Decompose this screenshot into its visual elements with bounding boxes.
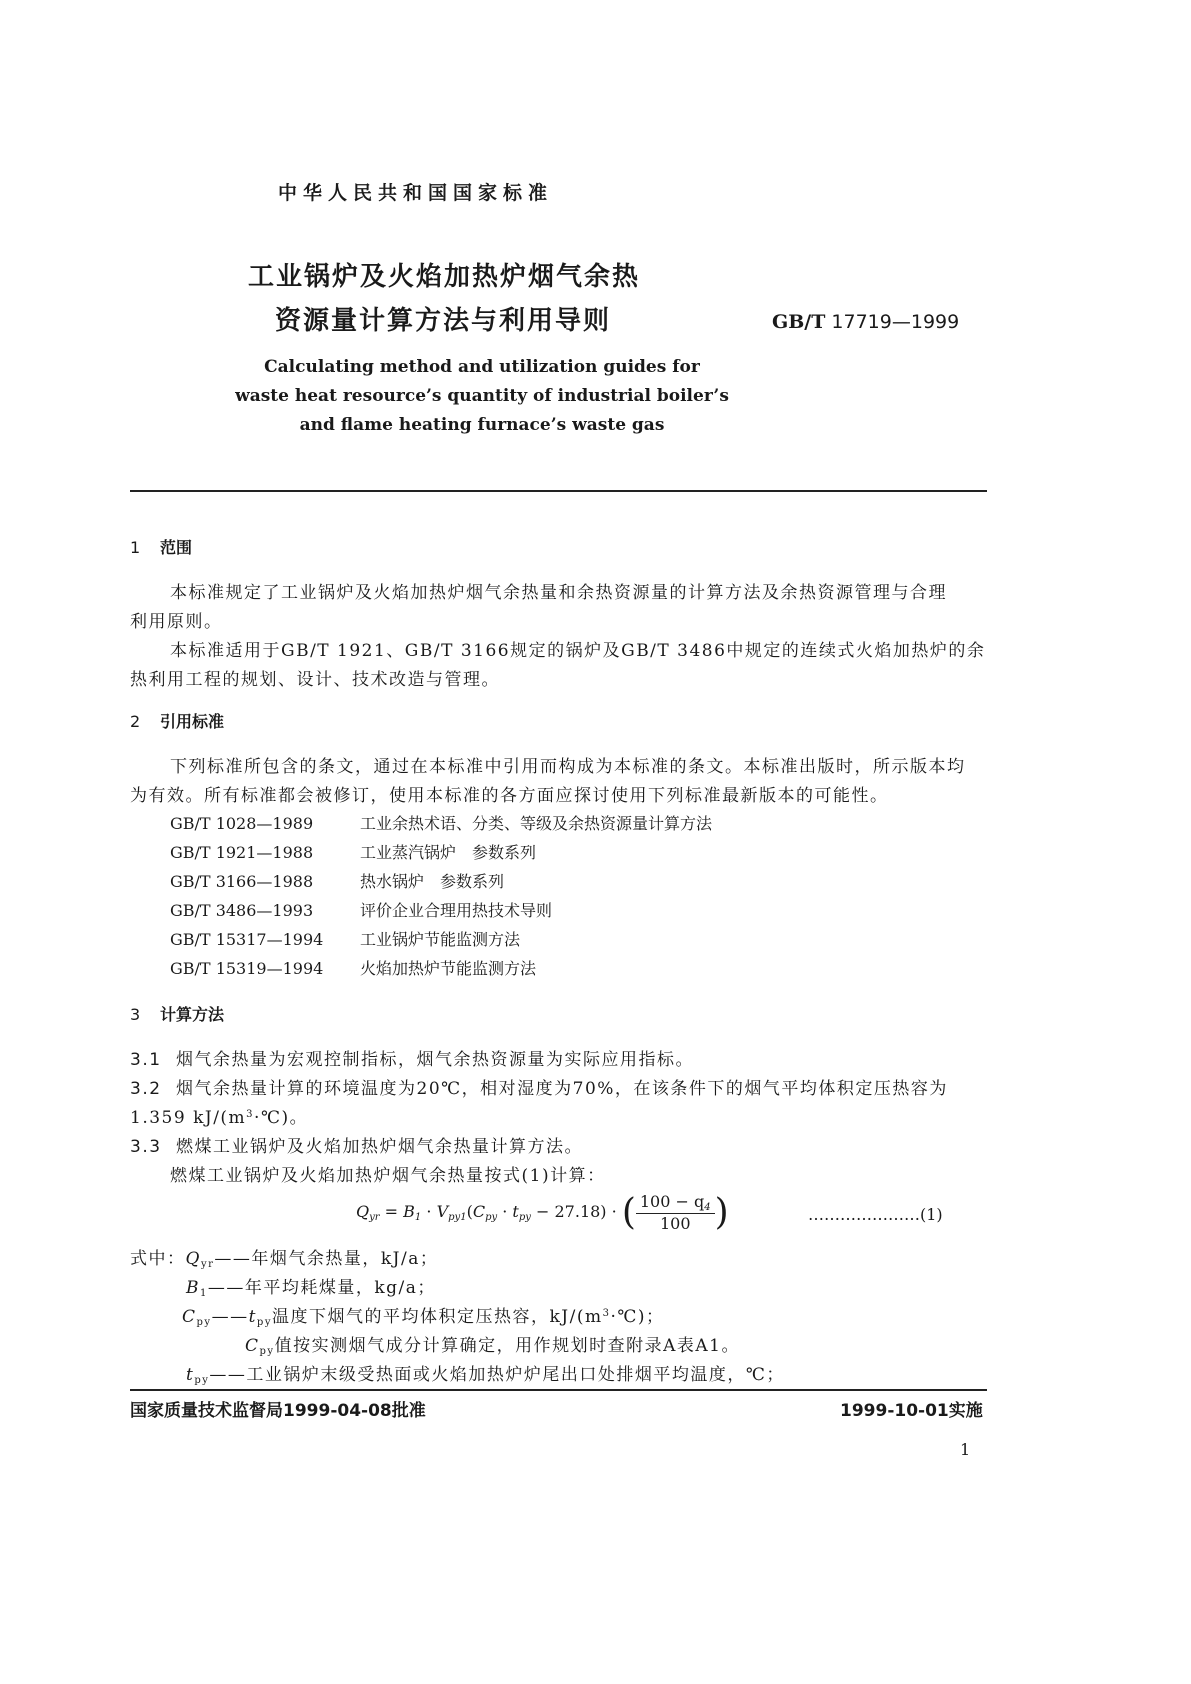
formula-numerator: $100 - q_4$	[636, 1192, 715, 1214]
clause-3-2-cont-sup: 3	[246, 1109, 255, 1120]
formula-constant: − 27.18)	[536, 1202, 607, 1221]
section-1-number: 1	[130, 538, 141, 557]
formula-t-sub: py	[518, 1212, 531, 1223]
definition-sup: 3	[602, 1308, 611, 1319]
definition-row	[130, 1244, 438, 1270]
definition-symbol: B	[186, 1278, 200, 1298]
definition-text-b: 温度下烟气的平均体积定压热容，kJ/(m	[271, 1307, 603, 1327]
standard-code	[772, 311, 959, 333]
english-title-line-1: Calculating method and utilization guides for	[264, 357, 700, 377]
definition-text: ——年烟气余热量，kJ/a；	[214, 1249, 439, 1269]
section-1-heading	[130, 535, 192, 558]
section-1-title: 范围	[160, 538, 193, 557]
definition-row	[186, 1360, 785, 1386]
formula-lhs: Q	[356, 1202, 370, 1221]
clause-3-1-number: 3.1	[130, 1050, 162, 1070]
formula-v: V	[436, 1202, 449, 1221]
formula-dot-3: ·	[611, 1202, 617, 1221]
definition-row	[182, 1302, 665, 1328]
definition-symbol-sub: py	[194, 1375, 210, 1386]
section-1-paragraph-1-line-1: 本标准规定了工业锅炉及火焰加热炉烟气余热量和余热资源量的计算方法及余热资源管理与合理	[170, 583, 947, 603]
standard-code-prefix: GB/T	[772, 311, 826, 333]
formula-1	[356, 1192, 729, 1233]
section-2-paragraph-line-1: 下列标准所包含的条文，通过在本标准中引用而构成为本标准的条文。本标准出版时，所示版本均	[170, 757, 966, 777]
formula-v-sub: py1	[448, 1212, 467, 1223]
title-line-1: 工业锅炉及火焰加热炉烟气余热	[248, 262, 641, 292]
clause-3-2	[130, 1074, 948, 1099]
implementation-date: 1999-10-01实施	[840, 1401, 983, 1421]
section-2-number: 2	[130, 712, 141, 731]
approval-line: 国家质量技术监督局1999-04-08批准	[130, 1401, 426, 1421]
header-divider	[130, 490, 987, 492]
standard-code-number: 17719—1999	[831, 311, 960, 333]
formula-c: C	[472, 1202, 486, 1221]
clause-3-2-cont-b: ·℃)。	[254, 1108, 309, 1128]
clause-3-3-text: 燃煤工业锅炉及火焰加热炉烟气余热量计算方法。	[176, 1137, 583, 1157]
english-title-line-2: waste heat resource’s quantity of industrial boiler’s	[235, 386, 729, 406]
formula-left-bracket: (	[621, 1192, 636, 1233]
reference-code: GB/T 3166—1988	[170, 872, 314, 891]
reference-item	[170, 869, 504, 892]
definition-symbol: Q	[185, 1249, 201, 1269]
formula-b: B	[403, 1202, 415, 1221]
definition-row	[186, 1273, 436, 1299]
clause-3-2-text: 烟气余热量计算的环境温度为20℃，相对湿度为70%，在该条件下的烟气平均体积定压热容为	[176, 1079, 948, 1099]
definition-row	[245, 1331, 740, 1357]
section-2-paragraph-line-2: 为有效。所有标准都会被修订，使用本标准的各方面应探讨使用下列标准最新版本的可能性。	[130, 786, 889, 806]
footer-divider	[130, 1389, 987, 1391]
section-1-paragraph-1-line-2: 利用原则。	[130, 612, 223, 632]
clause-3-3-intro: 燃煤工业锅炉及火焰加热炉烟气余热量按式(1)计算：	[170, 1166, 606, 1186]
section-2-heading	[130, 709, 224, 732]
section-3-number: 3	[130, 1005, 141, 1024]
reference-item	[170, 898, 552, 921]
title-line-2: 资源量计算方法与利用导则	[275, 306, 612, 336]
definition-text: 值按实测烟气成分计算确定，用作规划时查附录A表A1。	[274, 1336, 740, 1356]
reference-code: GB/T 1028—1989	[170, 814, 314, 833]
definition-text: ——年平均耗煤量，kg/a；	[207, 1278, 436, 1298]
clause-3-2-number: 3.2	[130, 1079, 162, 1099]
reference-item	[170, 811, 712, 834]
reference-title: 火焰加热炉节能监测方法	[360, 959, 537, 978]
formula-number: …………………(1)	[808, 1205, 943, 1224]
reference-title: 工业锅炉节能监测方法	[360, 930, 521, 949]
definition-text: ——	[211, 1307, 249, 1327]
english-title-line-3: and flame heating furnace’s waste gas	[299, 415, 665, 435]
clause-3-1-text: 烟气余热量为宏观控制指标，烟气余热资源量为实际应用指标。	[176, 1050, 694, 1070]
clause-3-3-number: 3.3	[130, 1137, 162, 1157]
formula-dot-1: ·	[426, 1202, 432, 1221]
reference-title: 热水锅炉 参数系列	[360, 872, 505, 891]
formula-denominator: 100	[659, 1214, 691, 1233]
section-3-title: 计算方法	[160, 1005, 225, 1024]
definition-text: ——工业锅炉末级受热面或火焰加热炉炉尾出口处排烟平均温度，℃；	[209, 1365, 785, 1385]
formula-lhs-sub: yr	[369, 1212, 380, 1223]
section-1-paragraph-2-line-2: 热利用工程的规划、设计、技术改造与管理。	[130, 670, 500, 690]
page-number: 1	[960, 1440, 971, 1459]
clause-3-2-cont-a: 1.359 kJ/(m	[130, 1108, 247, 1128]
national-standard-heading: 中华人民共和国国家标准	[278, 182, 554, 204]
definition-symbol-sub: 1	[200, 1288, 208, 1299]
reference-code: GB/T 15317—1994	[170, 930, 324, 949]
clause-3-2-continuation	[130, 1103, 308, 1128]
reference-item	[170, 956, 536, 979]
definition-symbol-sub: py	[259, 1346, 275, 1357]
reference-item	[170, 840, 536, 863]
formula-right-bracket: )	[714, 1192, 729, 1233]
clause-3-3	[130, 1132, 583, 1157]
definition-symbol: t	[186, 1365, 195, 1385]
section-1-paragraph-2-line-1: 本标准适用于GB/T 1921、GB/T 3166规定的锅炉及GB/T 3486中规定的连续式火焰加热炉的余	[170, 641, 986, 661]
reference-code: GB/T 15319—1994	[170, 959, 324, 978]
reference-title: 工业余热术语、分类、等级及余热资源量计算方法	[360, 814, 713, 833]
definition-t-symbol: t	[248, 1307, 257, 1327]
formula-b-sub: 1	[414, 1212, 422, 1223]
formula-c-sub: py	[485, 1212, 498, 1223]
section-3-heading	[130, 1002, 224, 1025]
definition-symbol: C	[182, 1307, 197, 1327]
reference-title: 评价企业合理用热技术导则	[360, 901, 553, 920]
definition-t-sub: py	[256, 1317, 272, 1328]
where-label: 式中：	[130, 1249, 186, 1269]
definition-symbol-sub: py	[196, 1317, 212, 1328]
formula-t: t	[512, 1202, 519, 1221]
section-2-title: 引用标准	[160, 712, 225, 731]
formula-eq: =	[384, 1202, 399, 1221]
clause-3-1	[130, 1045, 694, 1070]
reference-code: GB/T 1921—1988	[170, 843, 314, 862]
definition-symbol-sub: yr	[200, 1259, 215, 1270]
reference-code: GB/T 3486—1993	[170, 901, 314, 920]
reference-item	[170, 927, 520, 950]
definition-symbol: C	[245, 1336, 260, 1356]
formula-dot-2: ·	[502, 1202, 508, 1221]
reference-title: 工业蒸汽锅炉 参数系列	[360, 843, 537, 862]
formula-open-paren: (	[466, 1202, 473, 1221]
definition-text-c: ·℃)；	[610, 1307, 665, 1327]
formula-fraction	[636, 1192, 715, 1233]
